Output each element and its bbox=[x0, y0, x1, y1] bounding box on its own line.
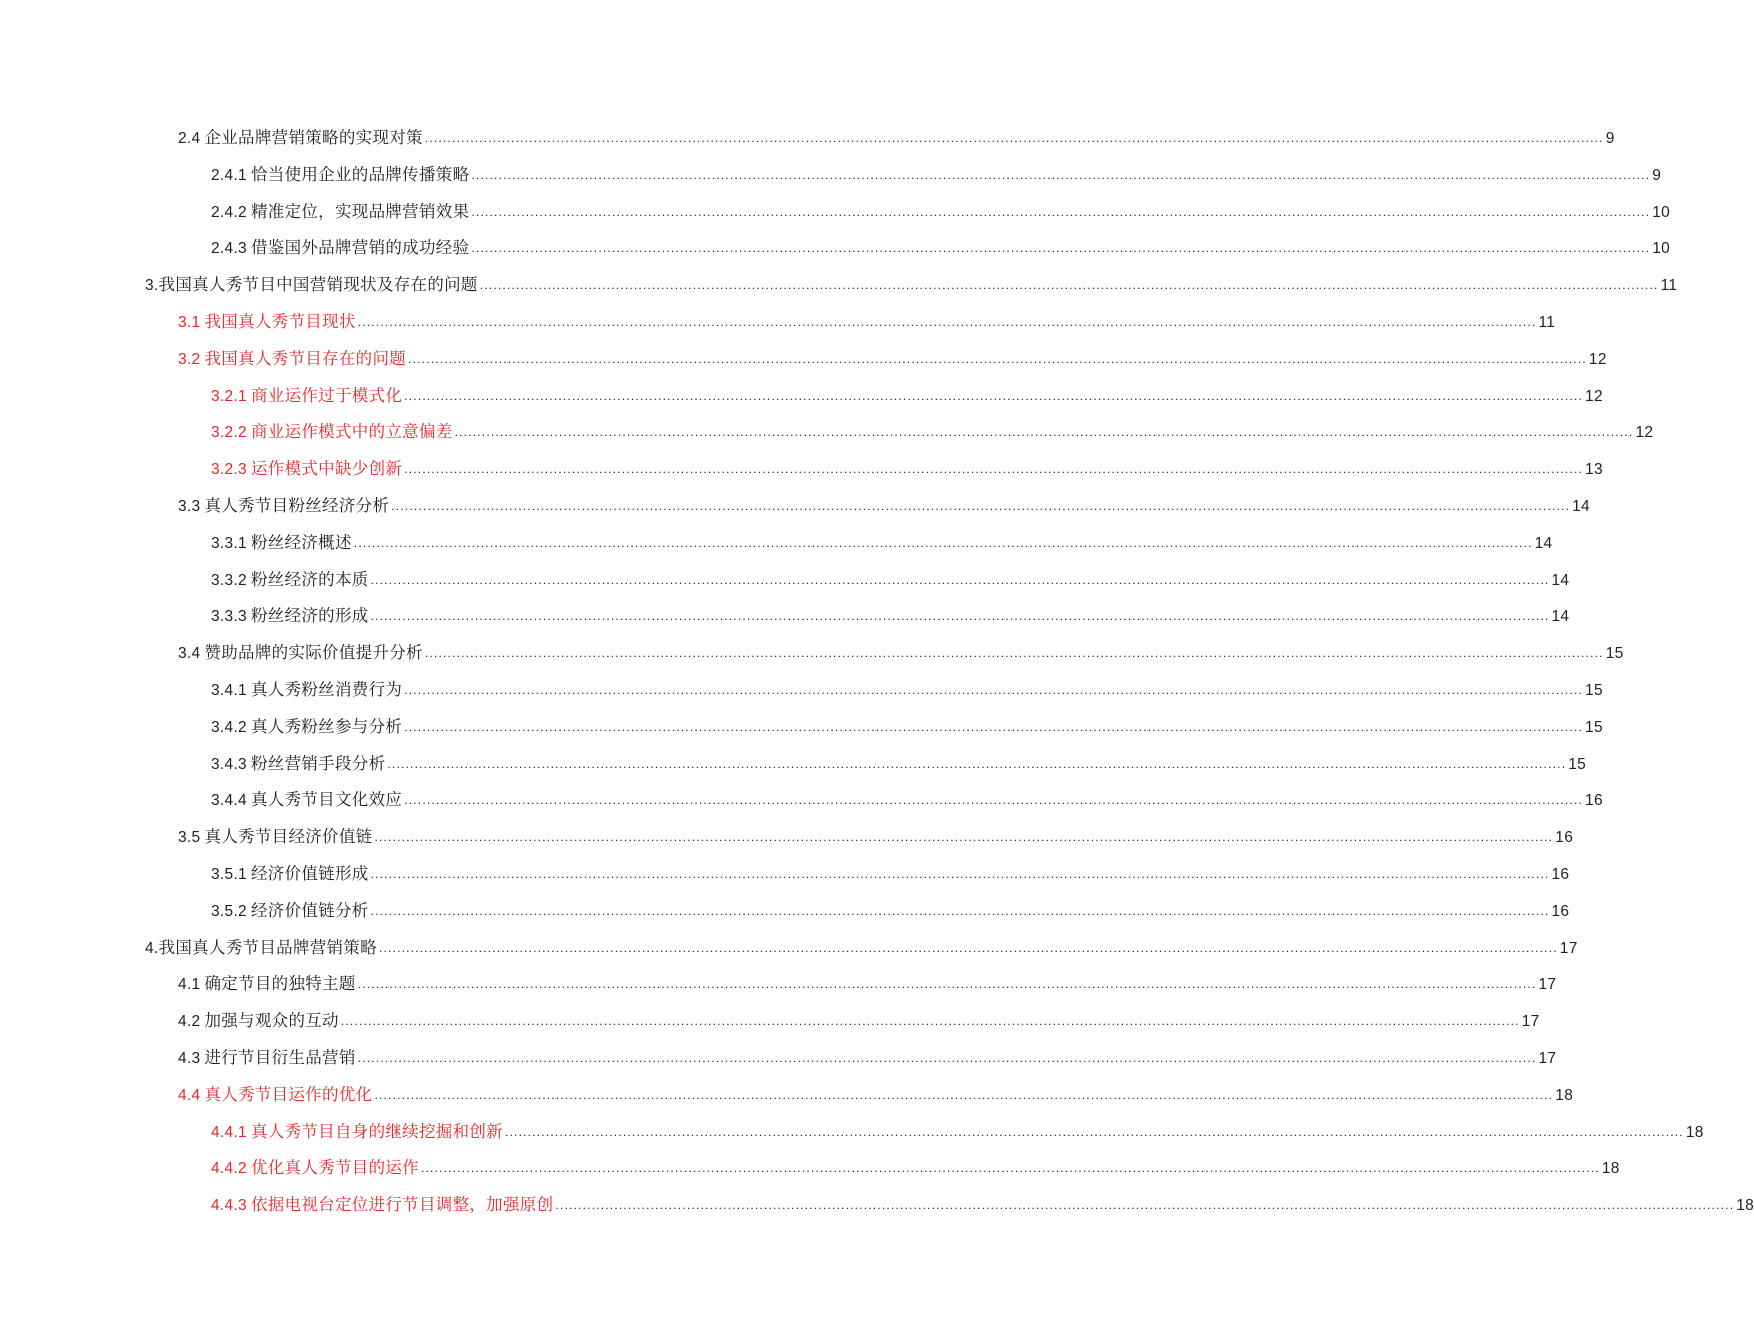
toc-entry[interactable] bbox=[178, 1083, 1574, 1107]
toc-leader-dots: .................................................................................................................................................................................................................................................................... bbox=[404, 793, 1584, 808]
toc-entry-label bbox=[211, 531, 352, 556]
toc-entry-title: 我国真人秀节目中国营销现状及存在的问题 bbox=[158, 275, 478, 295]
toc-entry-label bbox=[211, 678, 402, 703]
toc-page-number: 17 bbox=[1559, 939, 1578, 957]
toc-page-number: 15 bbox=[1585, 718, 1603, 736]
toc-entry[interactable] bbox=[211, 1120, 1704, 1144]
toc-entry-number: 4.4.3 bbox=[211, 1197, 247, 1215]
toc-page-number: 15 bbox=[1568, 755, 1587, 773]
toc-entry-number: 4.3 bbox=[178, 1050, 201, 1067]
toc-page-number: 18 bbox=[1555, 1086, 1574, 1104]
toc-leader-dots: .................................................................................................................................................................................................................................................................... bbox=[479, 278, 1659, 293]
toc-entry[interactable] bbox=[178, 310, 1556, 334]
toc-entry-title: 真人秀节目粉丝经济分析 bbox=[204, 496, 390, 515]
toc-entry-number: 3.4.3 bbox=[211, 755, 247, 773]
toc-entry-number: 2.4 bbox=[178, 130, 201, 147]
toc-entry[interactable] bbox=[211, 1193, 1754, 1217]
toc-page-number: 16 bbox=[1551, 866, 1570, 883]
toc-entry-label bbox=[211, 200, 469, 225]
toc-leader-dots: .................................................................................................................................................................................................................................................................... bbox=[370, 609, 1550, 624]
toc-entry-title: 真人秀节目经济价值链 bbox=[204, 827, 373, 847]
toc-entry-label bbox=[178, 1083, 372, 1108]
toc-entry[interactable] bbox=[178, 494, 1590, 518]
toc-entry-label bbox=[211, 715, 402, 740]
toc-page-number: 17 bbox=[1521, 1013, 1540, 1031]
toc-entry-title: 我国真人秀节目现状 bbox=[204, 312, 356, 331]
toc-entry-title: 商业运作模式中的立意偏差 bbox=[250, 422, 453, 442]
toc-entry-label bbox=[211, 420, 453, 445]
toc-leader-dots: .................................................................................................................................................................................................................................................................... bbox=[404, 719, 1584, 734]
toc-entry-title: 真人秀粉丝消费行为 bbox=[250, 680, 403, 699]
toc-entry[interactable] bbox=[211, 236, 1671, 260]
toc-page-number: 11 bbox=[1660, 277, 1678, 295]
toc-leader-dots: .................................................................................................................................................................................................................................................................... bbox=[420, 1161, 1600, 1176]
toc-entry[interactable] bbox=[145, 936, 1578, 960]
toc-entry-label bbox=[211, 862, 369, 887]
toc-entry-title: 商业运作过于模式化 bbox=[250, 385, 403, 405]
toc-entry-label bbox=[178, 494, 389, 519]
toc-page-number: 10 bbox=[1652, 203, 1671, 221]
toc-entry-title: 企业品牌营销策略的实现对策 bbox=[204, 128, 423, 147]
toc-entry-label bbox=[145, 273, 478, 298]
toc-entry-title: 真人秀节目运作的优化 bbox=[204, 1084, 373, 1104]
toc-entry[interactable] bbox=[211, 531, 1553, 555]
toc-entry-number: 3.2.3 bbox=[211, 461, 247, 479]
toc-page-number: 12 bbox=[1588, 350, 1607, 368]
toc-entry[interactable] bbox=[211, 1156, 1620, 1180]
toc-entry[interactable] bbox=[211, 788, 1603, 812]
toc-entry[interactable] bbox=[211, 384, 1603, 408]
toc-entry-title: 加强与观众的互动 bbox=[204, 1011, 339, 1031]
toc-entry-number: 3.4.1 bbox=[211, 682, 247, 699]
toc-entry-number: 4.1 bbox=[178, 976, 201, 994]
toc-entry-title: 赞助品牌的实际价值提升分析 bbox=[204, 643, 423, 663]
toc-entry[interactable] bbox=[211, 678, 1603, 702]
toc-leader-dots: .................................................................................................................................................................................................................................................................... bbox=[555, 1198, 1735, 1213]
toc-entry-number: 4.4 bbox=[178, 1086, 201, 1104]
toc-entry-title: 粉丝经济概述 bbox=[250, 532, 352, 552]
toc-entry-title: 我国真人秀节目品牌营销策略 bbox=[158, 937, 377, 957]
toc-page-number: 14 bbox=[1572, 498, 1590, 515]
toc-entry-title: 进行节目衍生品营销 bbox=[204, 1048, 356, 1067]
toc-page-number: 14 bbox=[1551, 571, 1570, 589]
toc-entry[interactable] bbox=[211, 163, 1662, 187]
toc-entry[interactable] bbox=[211, 200, 1671, 224]
toc-entry-title: 真人秀节目自身的继续挖掘和创新 bbox=[250, 1121, 503, 1141]
toc-entry[interactable] bbox=[211, 568, 1570, 592]
toc-entry[interactable] bbox=[178, 641, 1624, 665]
toc-leader-dots: .................................................................................................................................................................................................................................................................... bbox=[404, 388, 1584, 403]
toc-entry-title: 真人秀粉丝参与分析 bbox=[250, 716, 403, 736]
toc-page-number: 14 bbox=[1534, 534, 1553, 552]
toc-entry-number: 2.4.3 bbox=[211, 240, 247, 258]
toc-page-number: 18 bbox=[1685, 1123, 1704, 1141]
toc-entry-label bbox=[211, 457, 402, 482]
toc-entry[interactable] bbox=[211, 862, 1570, 886]
toc-entry-label bbox=[211, 752, 385, 777]
toc-leader-dots: .................................................................................................................................................................................................................................................................... bbox=[370, 867, 1550, 881]
toc-entry-title: 依据电视台定位进行节目调整，加强原创 bbox=[250, 1195, 554, 1215]
toc-page-number: 12 bbox=[1585, 387, 1603, 405]
toc-entry-label bbox=[178, 347, 406, 372]
toc-entry-title: 经济价值链形成 bbox=[250, 864, 369, 883]
toc-entry-number: 3.2.1 bbox=[211, 387, 247, 405]
toc-entry-label bbox=[211, 236, 469, 261]
toc-leader-dots: .................................................................................................................................................................................................................................................................... bbox=[357, 1051, 1537, 1065]
toc-leader-dots: .................................................................................................................................................................................................................................................................... bbox=[353, 535, 1533, 550]
toc-leader-dots: .................................................................................................................................................................................................................................................................... bbox=[454, 425, 1634, 440]
toc-leader-dots: .................................................................................................................................................................................................................................................................... bbox=[370, 903, 1550, 918]
toc-leader-dots: .................................................................................................................................................................................................................................................................... bbox=[340, 1014, 1520, 1029]
toc-page-number: 17 bbox=[1538, 1050, 1557, 1067]
toc-leader-dots: .................................................................................................................................................................................................................................................................... bbox=[504, 1124, 1684, 1139]
toc-page-number: 17 bbox=[1538, 976, 1557, 994]
toc-entry-number: 3.1 bbox=[178, 314, 201, 331]
toc-page-number: 14 bbox=[1551, 608, 1570, 626]
toc-entry-title: 粉丝经济的本质 bbox=[250, 569, 369, 589]
toc-entry-number: 3.5.2 bbox=[211, 902, 247, 920]
toc-entry-number: 3.4.4 bbox=[211, 792, 247, 810]
toc-leader-dots: .................................................................................................................................................................................................................................................................... bbox=[471, 204, 1651, 219]
toc-entry[interactable] bbox=[145, 273, 1678, 297]
toc-entry-title: 粉丝营销手段分析 bbox=[250, 753, 386, 773]
toc-entry-number: 3.3.1 bbox=[211, 534, 247, 552]
toc-leader-dots: .................................................................................................................................................................................................................................................................... bbox=[370, 572, 1550, 587]
toc-entry-label bbox=[211, 788, 402, 813]
toc-entry-label bbox=[178, 641, 423, 666]
toc-entry-label bbox=[211, 1156, 419, 1181]
toc-entry-number: 3.2 bbox=[178, 350, 201, 368]
toc-leader-dots: .................................................................................................................................................................................................................................................................... bbox=[471, 241, 1651, 256]
toc-entry[interactable] bbox=[211, 899, 1570, 923]
toc-entry-number: 3.5.1 bbox=[211, 866, 247, 883]
toc-leader-dots: .................................................................................................................................................................................................................................................................... bbox=[378, 940, 1558, 955]
toc-entry-label bbox=[211, 899, 369, 924]
toc-entry-label bbox=[145, 936, 377, 961]
toc-entry-label bbox=[178, 310, 356, 335]
toc-page-number: 9 bbox=[1652, 166, 1662, 184]
toc-entry[interactable] bbox=[211, 752, 1587, 776]
toc-leader-dots: .................................................................................................................................................................................................................................................................... bbox=[374, 1087, 1554, 1102]
toc-page-number: 16 bbox=[1555, 829, 1574, 847]
toc-entry-title: 恰当使用企业的品牌传播策略 bbox=[250, 164, 470, 184]
toc-entry-label bbox=[178, 972, 356, 997]
toc-entry-number: 3.3.3 bbox=[211, 608, 247, 626]
toc-leader-dots: .................................................................................................................................................................................................................................................................... bbox=[357, 977, 1537, 992]
toc-entry-title: 确定节目的独特主题 bbox=[204, 974, 356, 994]
toc-entry-title: 粉丝经济的形成 bbox=[250, 606, 369, 626]
toc-entry[interactable] bbox=[178, 1009, 1540, 1033]
toc-leader-dots: .................................................................................................................................................................................................................................................................... bbox=[404, 683, 1584, 697]
toc-entry-number: 4.4.1 bbox=[211, 1123, 247, 1141]
toc-entry[interactable] bbox=[178, 825, 1574, 849]
toc-entry[interactable] bbox=[178, 347, 1607, 371]
toc-entry-label bbox=[178, 126, 423, 151]
toc-entry-label bbox=[211, 384, 402, 409]
toc-leader-dots: .................................................................................................................................................................................................................................................................... bbox=[424, 131, 1604, 145]
toc-entry[interactable] bbox=[178, 126, 1615, 150]
toc-page-number: 11 bbox=[1538, 314, 1556, 331]
toc-page-number: 13 bbox=[1585, 461, 1603, 479]
toc-entry[interactable] bbox=[211, 457, 1603, 481]
toc-entry-label bbox=[211, 1120, 503, 1145]
toc-leader-dots: .................................................................................................................................................................................................................................................................... bbox=[471, 167, 1651, 182]
toc-leader-dots: .................................................................................................................................................................................................................................................................... bbox=[387, 756, 1567, 771]
toc-entry[interactable] bbox=[178, 972, 1557, 996]
toc-page-number: 15 bbox=[1605, 645, 1624, 663]
toc-entry-title: 经济价值链分析 bbox=[250, 900, 369, 920]
toc-entry-number: 2.4.1 bbox=[211, 166, 247, 184]
toc-page-number: 12 bbox=[1635, 424, 1654, 442]
toc-page-number: 9 bbox=[1605, 130, 1615, 147]
toc-entry-title: 优化真人秀节目的运作 bbox=[250, 1158, 419, 1178]
toc-entry-number: 3. bbox=[145, 277, 159, 295]
toc-leader-dots: .................................................................................................................................................................................................................................................................... bbox=[391, 499, 1571, 513]
toc-page-number: 10 bbox=[1652, 240, 1671, 258]
toc-entry-number: 3.3.2 bbox=[211, 571, 247, 589]
toc-entry-title: 真人秀节目文化效应 bbox=[250, 790, 403, 810]
toc-entry-label bbox=[211, 604, 369, 629]
toc-page-number: 15 bbox=[1585, 682, 1603, 699]
toc-entry-label bbox=[211, 568, 369, 593]
toc-entry[interactable] bbox=[211, 715, 1603, 739]
toc-entry[interactable] bbox=[178, 1046, 1557, 1070]
toc-entry-number: 4.2 bbox=[178, 1013, 201, 1031]
toc-entry-label bbox=[211, 1193, 553, 1218]
toc-leader-dots: .................................................................................................................................................................................................................................................................... bbox=[404, 462, 1584, 477]
toc-leader-dots: .................................................................................................................................................................................................................................................................... bbox=[374, 830, 1554, 845]
toc-leader-dots: .................................................................................................................................................................................................................................................................... bbox=[424, 646, 1604, 661]
toc-page-number: 16 bbox=[1551, 902, 1570, 920]
toc-entry-label bbox=[178, 825, 372, 850]
toc-page-number: 18 bbox=[1736, 1197, 1754, 1215]
toc-entry-number: 4.4.2 bbox=[211, 1160, 247, 1178]
toc-entry-number: 3.4 bbox=[178, 645, 201, 663]
toc-entry-number: 3.2.2 bbox=[211, 424, 247, 442]
toc-entry-label bbox=[178, 1046, 356, 1071]
toc-entry-number: 2.4.2 bbox=[211, 203, 247, 221]
toc-leader-dots: .................................................................................................................................................................................................................................................................... bbox=[408, 351, 1587, 366]
toc-entry-number: 3.3 bbox=[178, 498, 201, 515]
toc-entry[interactable] bbox=[211, 420, 1654, 444]
toc-page-number: 18 bbox=[1601, 1160, 1620, 1178]
toc-entry-label bbox=[178, 1009, 339, 1034]
toc-entry-number: 3.5 bbox=[178, 829, 201, 847]
toc-entry-title: 我国真人秀节目存在的问题 bbox=[204, 348, 407, 368]
toc-page-number: 16 bbox=[1585, 792, 1603, 810]
toc-entry-title: 借鉴国外品牌营销的成功经验 bbox=[250, 238, 470, 258]
toc-entry-number: 4. bbox=[145, 939, 159, 957]
toc-leader-dots: .................................................................................................................................................................................................................................................................... bbox=[357, 315, 1537, 329]
toc-entry[interactable] bbox=[211, 604, 1570, 628]
toc-entry-label bbox=[211, 163, 469, 188]
toc-entry-title: 运作模式中缺少创新 bbox=[250, 459, 403, 479]
toc-entry-title: 精准定位，实现品牌营销效果 bbox=[250, 201, 470, 221]
toc-entry-number: 3.4.2 bbox=[211, 718, 247, 736]
